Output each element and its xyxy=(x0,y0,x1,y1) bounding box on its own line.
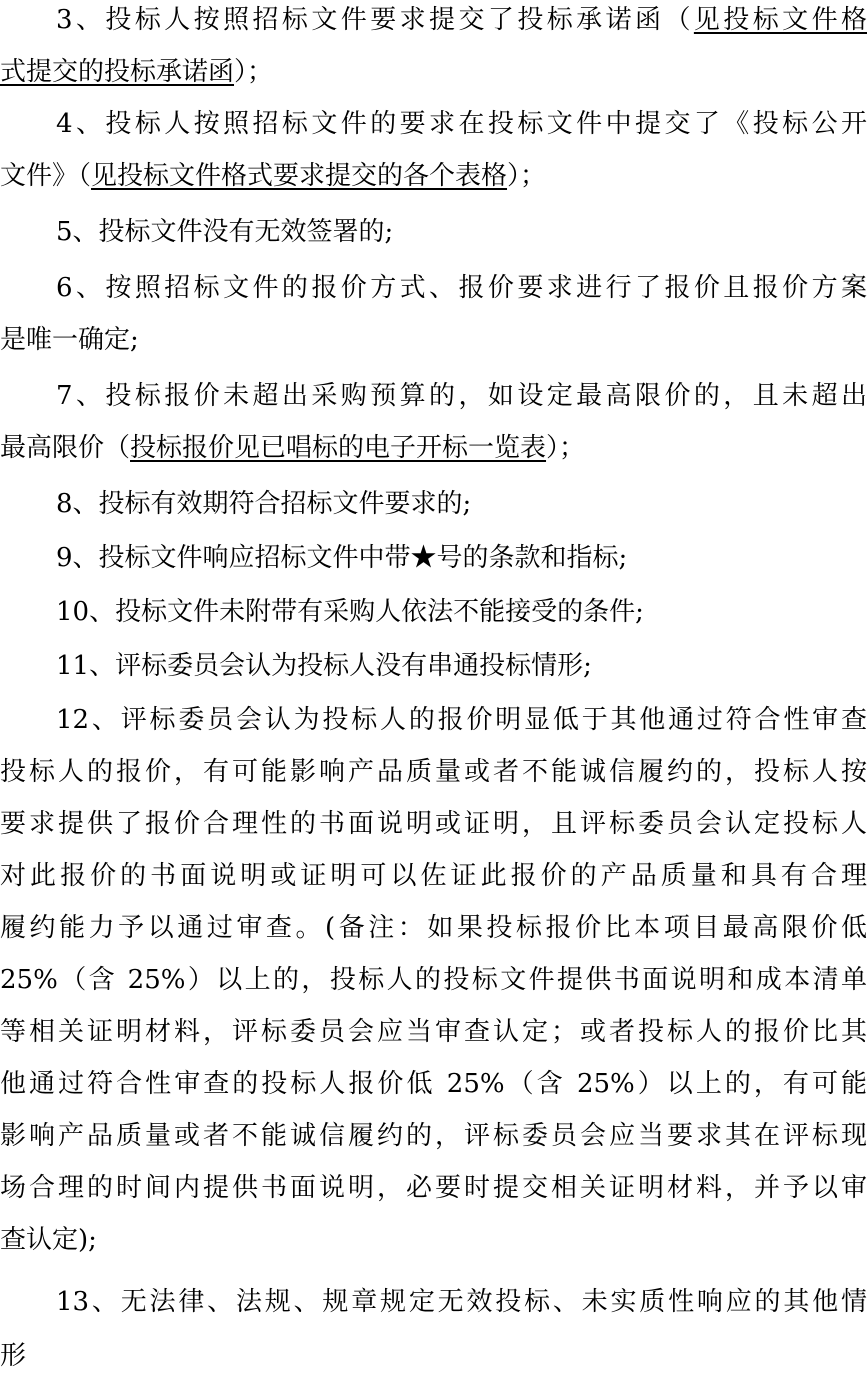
item-11-line-1: 11、评标委员会认为投标人没有串通投标情形; xyxy=(56,651,592,681)
item-7-underlined-text: 投标报价见已唱标的电子开标一览表 xyxy=(130,433,547,463)
item-12-line-4: 对此报价的书面说明或证明可以佐证此报价的产品质量和具有合理 xyxy=(0,861,867,891)
item-12-line-7: 等相关证明材料，评标委员会应当审查认定；或者投标人的报价比其 xyxy=(0,1017,867,1047)
item-12-line-2: 投标人的报价，有可能影响产品质量或者不能诚信履约的，投标人按 xyxy=(0,757,867,787)
item-6-line-1: 6、按照招标文件的报价方式、报价要求进行了报价且报价方案 xyxy=(56,273,867,303)
item-4-line-2 xyxy=(0,156,867,196)
item-7-text: 最高限价（ xyxy=(0,433,131,463)
item-12-line-9: 影响产品质量或者不能诚信履约的，评标委员会应当要求其在评标现 xyxy=(0,1121,867,1151)
item-4-text-end: ）； xyxy=(507,161,547,191)
item-12-line-3: 要求提供了报价合理性的书面说明或证明，且评标委员会认定投标人 xyxy=(0,809,867,839)
item-3-line-2 xyxy=(0,52,867,92)
item-12-line-6: 25%（含 25%）以上的，投标人的投标文件提供书面说明和成本清单 xyxy=(0,965,867,995)
item-12-line-1: 12、评标委员会认为投标人的报价明显低于其他通过符合性审查 xyxy=(56,705,867,735)
item-9-line-1: 9、投标文件响应招标文件中带★号的条款和指标; xyxy=(56,543,628,573)
item-4-text: 文件》（ xyxy=(0,161,92,191)
item-3-underlined-text-cont: 式提交的投标承诺函 xyxy=(0,57,235,87)
item-12-line-11: 查认定); xyxy=(0,1225,97,1255)
item-12-line-8: 他通过符合性审查的投标人报价低 25%（含 25%）以上的，有可能 xyxy=(0,1069,867,1099)
item-12-line-10: 场合理的时间内提供书面说明，必要时提交相关证明材料，并予以审 xyxy=(0,1173,867,1203)
item-3-underlined-text: 见投标文件格 xyxy=(693,5,867,35)
item-10-line-1: 10、投标文件未附带有采购人依法不能接受的条件; xyxy=(56,597,644,627)
item-13-line-1: 13、无法律、法规、规章规定无效投标、未实质性响应的其他情 xyxy=(56,1287,867,1317)
item-3-text: 3、投标人按照招标文件要求提交了投标承诺函（ xyxy=(56,5,694,35)
item-13-line-2: 形 xyxy=(0,1341,27,1371)
item-8-line-1: 8、投标有效期符合招标文件要求的; xyxy=(56,489,472,519)
item-6-line-2: 是唯一确定; xyxy=(0,325,139,355)
item-7-text-end: ）； xyxy=(546,433,586,463)
item-3-line-1 xyxy=(0,0,867,40)
item-7-line-2 xyxy=(0,428,867,468)
item-7-line-1: 7、投标报价未超出采购预算的，如设定最高限价的，且未超出 xyxy=(56,381,867,411)
item-3-text-end: ）； xyxy=(234,57,274,87)
item-4-underlined-text: 见投标文件格式要求提交的各个表格 xyxy=(91,161,508,191)
item-5-line-1: 5、投标文件没有无效签署的; xyxy=(56,217,394,247)
item-4-line-1: 4、投标人按照招标文件的要求在投标文件中提交了《投标公开 xyxy=(56,109,867,139)
item-12-line-5: 履约能力予以通过审查。(备注：如果投标报价比本项目最高限价低 xyxy=(0,913,867,943)
